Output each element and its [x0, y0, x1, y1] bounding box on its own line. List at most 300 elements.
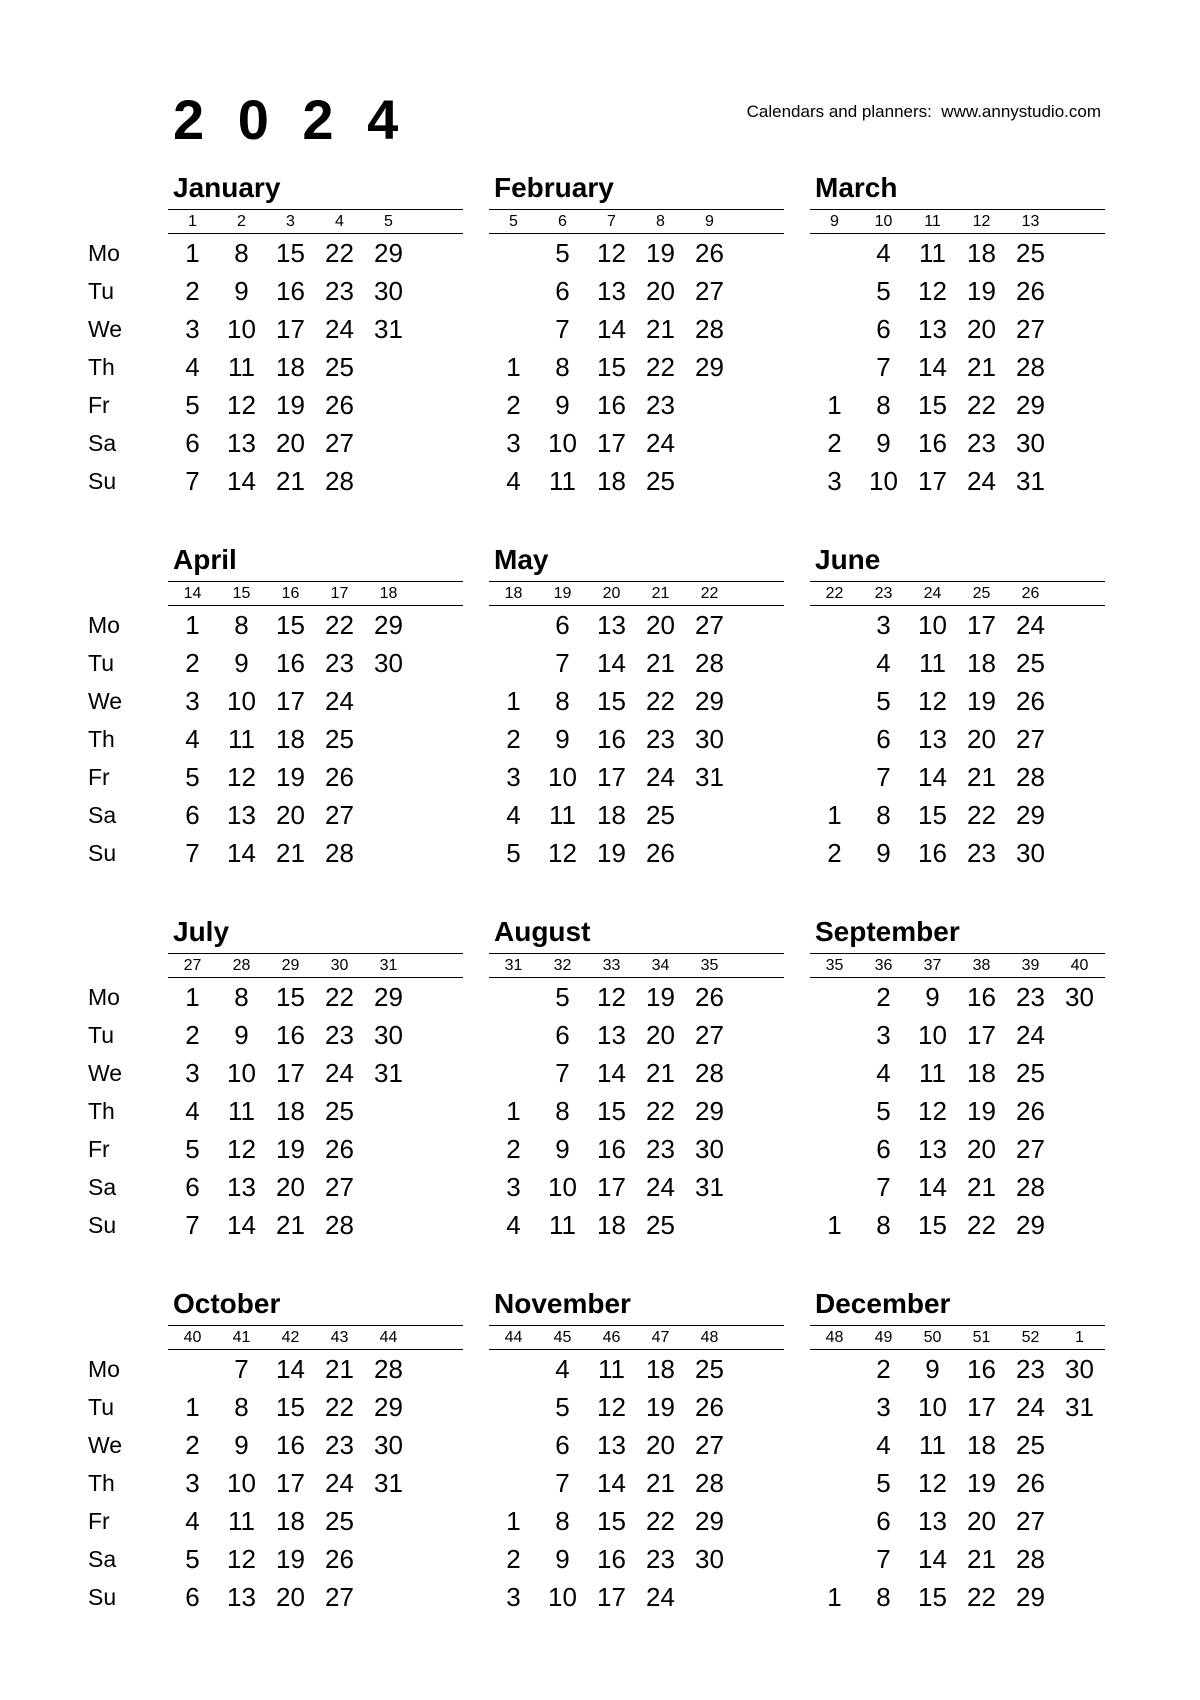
day-cell: 13: [227, 428, 256, 458]
day-cell: 3: [876, 1020, 891, 1050]
day-cell: 26: [646, 838, 675, 868]
day-cell: 26: [1016, 276, 1045, 306]
day-cell: 15: [597, 1506, 626, 1536]
day-cell: 18: [276, 724, 305, 754]
day-cell: 9: [876, 428, 891, 458]
day-cell: 25: [325, 724, 354, 754]
day-cell: 18: [597, 800, 626, 830]
day-cell: 27: [1016, 314, 1045, 344]
day-cell: 19: [967, 276, 996, 306]
day-cell: 1: [506, 1506, 521, 1536]
day-cell: 21: [967, 1172, 996, 1202]
day-cell: 10: [548, 1582, 577, 1612]
day-cell: 16: [597, 390, 626, 420]
day-cell: 19: [276, 1544, 305, 1574]
day-cell: 2: [506, 724, 521, 754]
week-number: 25: [972, 585, 991, 602]
day-cell: 9: [555, 1544, 570, 1574]
day-cell: 20: [276, 428, 305, 458]
day-cell: 21: [646, 1058, 675, 1088]
weekday-label: Su: [88, 1584, 117, 1610]
day-cell: 3: [185, 1058, 200, 1088]
day-cell: 22: [325, 982, 354, 1012]
day-cell: 19: [646, 238, 675, 268]
day-cell: 12: [597, 238, 626, 268]
day-cell: 10: [918, 1020, 947, 1050]
day-cell: 19: [967, 1096, 996, 1126]
day-cell: 14: [918, 1544, 947, 1574]
day-cell: 10: [548, 1172, 577, 1202]
day-cell: 5: [555, 238, 570, 268]
day-cell: 23: [325, 1020, 354, 1050]
day-cell: 5: [185, 390, 200, 420]
day-cell: 20: [646, 610, 675, 640]
month-name: September: [815, 916, 960, 947]
day-cell: 1: [185, 1392, 200, 1422]
day-cell: 18: [597, 1210, 626, 1240]
day-cell: 30: [1065, 982, 1094, 1012]
day-cell: 6: [876, 724, 891, 754]
day-cell: 5: [555, 982, 570, 1012]
weekday-label: Fr: [88, 1136, 110, 1162]
month-name: June: [815, 544, 881, 575]
day-cell: 25: [695, 1354, 724, 1384]
day-cell: 26: [1016, 686, 1045, 716]
day-cell: 6: [555, 276, 570, 306]
day-cell: 29: [374, 1392, 403, 1422]
day-cell: 4: [185, 1096, 200, 1126]
day-cell: 5: [876, 276, 891, 306]
day-cell: 21: [967, 352, 996, 382]
day-cell: 17: [276, 1058, 305, 1088]
week-number: 9: [705, 213, 714, 230]
day-cell: 13: [227, 1172, 256, 1202]
day-cell: 16: [597, 724, 626, 754]
day-cell: 19: [597, 838, 626, 868]
day-cell: 19: [276, 1134, 305, 1164]
day-cell: 23: [967, 428, 996, 458]
day-cell: 6: [185, 428, 200, 458]
day-cell: 4: [185, 724, 200, 754]
day-cell: 17: [276, 314, 305, 344]
day-cell: 19: [646, 982, 675, 1012]
day-cell: 30: [374, 1020, 403, 1050]
day-cell: 1: [185, 610, 200, 640]
week-number: 49: [874, 1329, 893, 1346]
day-cell: 19: [967, 686, 996, 716]
day-cell: 15: [597, 686, 626, 716]
day-cell: 14: [227, 466, 256, 496]
day-cell: 24: [325, 1468, 354, 1498]
day-cell: 9: [555, 724, 570, 754]
day-cell: 29: [695, 352, 724, 382]
week-number: 40: [1070, 957, 1089, 974]
day-cell: 7: [185, 1210, 200, 1240]
day-cell: 10: [918, 1392, 947, 1422]
day-cell: 16: [597, 1544, 626, 1574]
day-cell: 31: [374, 1058, 403, 1088]
week-number: 14: [183, 585, 202, 602]
day-cell: 7: [876, 1544, 891, 1574]
day-cell: 23: [1016, 1354, 1045, 1384]
day-cell: 11: [228, 1096, 255, 1126]
week-number: 39: [1021, 957, 1040, 974]
week-number: 5: [509, 213, 518, 230]
day-cell: 8: [234, 238, 249, 268]
day-cell: 30: [374, 648, 403, 678]
day-cell: 7: [185, 838, 200, 868]
weekday-label: Tu: [88, 1022, 114, 1048]
week-number: 3: [286, 213, 295, 230]
day-cell: 5: [506, 838, 521, 868]
day-cell: 18: [276, 1096, 305, 1126]
day-cell: 8: [234, 1392, 249, 1422]
weekday-label: We: [88, 1060, 123, 1086]
day-cell: 20: [967, 314, 996, 344]
day-cell: 29: [1016, 1210, 1045, 1240]
day-cell: 11: [549, 466, 576, 496]
day-cell: 22: [325, 610, 354, 640]
day-cell: 23: [646, 1544, 675, 1574]
week-number-row: [810, 581, 1105, 606]
day-cell: 26: [695, 1392, 724, 1422]
day-cell: 29: [374, 982, 403, 1012]
day-cell: 13: [597, 1430, 626, 1460]
day-cell: 8: [876, 1210, 891, 1240]
weekday-label: Fr: [88, 764, 110, 790]
month-september: [810, 914, 1105, 1244]
day-cell: 15: [918, 390, 947, 420]
day-cell: 10: [548, 428, 577, 458]
day-cell: 25: [1016, 648, 1045, 678]
day-cell: 8: [555, 686, 570, 716]
day-cell: 30: [695, 1544, 724, 1574]
day-cell: 20: [967, 1506, 996, 1536]
day-cell: 21: [967, 762, 996, 792]
week-number: 4: [335, 213, 344, 230]
day-cell: 1: [506, 1096, 521, 1126]
day-cell: 21: [276, 466, 305, 496]
day-cell: 25: [325, 1506, 354, 1536]
day-cell: 7: [555, 314, 570, 344]
day-cell: 17: [967, 1392, 996, 1422]
week-number: 21: [651, 585, 670, 602]
day-cell: 6: [876, 1506, 891, 1536]
day-cell: 29: [1016, 800, 1045, 830]
day-cell: 14: [597, 648, 626, 678]
day-cell: 28: [325, 1210, 354, 1240]
month-january: [168, 170, 463, 500]
week-number: 32: [553, 957, 572, 974]
day-cell: 30: [1016, 838, 1045, 868]
month-name: August: [494, 916, 591, 947]
day-cell: 17: [276, 1468, 305, 1498]
day-cell: 25: [1016, 1058, 1045, 1088]
weekday-label: Mo: [88, 240, 120, 266]
day-cell: 30: [1065, 1354, 1094, 1384]
day-cell: 22: [646, 352, 675, 382]
weekday-label: Sa: [88, 802, 117, 828]
day-cell: 15: [276, 1392, 305, 1422]
week-number: 19: [553, 585, 572, 602]
day-cell: 13: [597, 610, 626, 640]
day-cell: 18: [276, 352, 305, 382]
week-number: 11: [924, 213, 941, 230]
day-cell: 8: [555, 1506, 570, 1536]
week-number: 12: [972, 213, 991, 230]
day-cell: 21: [325, 1354, 354, 1384]
day-cell: 4: [506, 1210, 521, 1240]
day-cell: 30: [1016, 428, 1045, 458]
month-name: February: [494, 172, 614, 203]
day-cell: 12: [918, 1468, 947, 1498]
week-number: 1: [1075, 1329, 1084, 1346]
day-cell: 9: [925, 1354, 940, 1384]
day-cell: 1: [827, 800, 842, 830]
day-cell: 3: [185, 314, 200, 344]
day-cell: 25: [646, 1210, 675, 1240]
week-number: 48: [700, 1329, 719, 1346]
week-number: 37: [923, 957, 942, 974]
day-cell: 21: [276, 1210, 305, 1240]
day-cell: 28: [374, 1354, 403, 1384]
day-cell: 12: [548, 838, 577, 868]
day-cell: 11: [919, 1430, 946, 1460]
day-cell: 25: [1016, 1430, 1045, 1460]
week-number: 6: [558, 213, 567, 230]
week-number: 43: [330, 1329, 349, 1346]
month-name: November: [494, 1288, 631, 1319]
week-number: 50: [923, 1329, 942, 1346]
day-cell: 23: [325, 648, 354, 678]
day-cell: 11: [919, 648, 946, 678]
day-cell: 14: [918, 352, 947, 382]
day-cell: 11: [228, 1506, 255, 1536]
weekday-label: Su: [88, 468, 117, 494]
day-cell: 14: [276, 1354, 305, 1384]
day-cell: 24: [325, 314, 354, 344]
day-cell: 12: [597, 982, 626, 1012]
day-cell: 24: [646, 1172, 675, 1202]
day-cell: 3: [506, 428, 521, 458]
week-number: 27: [183, 957, 202, 974]
day-cell: 15: [918, 1582, 947, 1612]
day-cell: 6: [555, 1020, 570, 1050]
day-cell: 10: [227, 686, 256, 716]
day-cell: 22: [325, 238, 354, 268]
day-cell: 15: [918, 800, 947, 830]
month-name: March: [815, 172, 898, 203]
day-cell: 19: [276, 390, 305, 420]
day-cell: 24: [1016, 1392, 1045, 1422]
day-cell: 11: [598, 1354, 625, 1384]
day-cell: 11: [919, 238, 946, 268]
day-cell: 22: [967, 1582, 996, 1612]
day-cell: 30: [695, 724, 724, 754]
day-cell: 27: [1016, 1506, 1045, 1536]
day-cell: 20: [276, 1582, 305, 1612]
day-cell: 13: [227, 800, 256, 830]
week-number: 29: [281, 957, 300, 974]
month-june: [810, 542, 1105, 872]
day-cell: 14: [597, 1468, 626, 1498]
week-number-row: [489, 209, 784, 234]
day-cell: 7: [876, 352, 891, 382]
day-cell: 24: [1016, 610, 1045, 640]
day-cell: 20: [276, 800, 305, 830]
day-cell: 28: [695, 1058, 724, 1088]
day-cell: 7: [555, 1058, 570, 1088]
day-cell: 12: [227, 762, 256, 792]
month-may: [489, 542, 784, 872]
week-number: 1: [188, 213, 197, 230]
day-cell: 19: [276, 762, 305, 792]
month-name: May: [494, 544, 549, 575]
week-number: 26: [1021, 585, 1040, 602]
month-november: [489, 1286, 784, 1616]
day-cell: 17: [967, 1020, 996, 1050]
week-number: 46: [602, 1329, 621, 1346]
day-cell: 26: [325, 1544, 354, 1574]
day-cell: 7: [876, 1172, 891, 1202]
weekday-label: Th: [88, 726, 115, 752]
week-number: 9: [830, 213, 839, 230]
day-cell: 4: [506, 800, 521, 830]
day-cell: 7: [555, 1468, 570, 1498]
day-cell: 4: [876, 1430, 891, 1460]
day-cell: 24: [646, 762, 675, 792]
day-cell: 31: [1016, 466, 1045, 496]
day-cell: 20: [276, 1172, 305, 1202]
year-title: 2 0 2 4: [173, 88, 408, 151]
week-number: 22: [700, 585, 719, 602]
day-cell: 5: [185, 1134, 200, 1164]
week-number: 51: [972, 1329, 991, 1346]
day-cell: 14: [597, 1058, 626, 1088]
day-cell: 28: [325, 838, 354, 868]
week-number: 10: [874, 213, 893, 230]
weekday-label: We: [88, 688, 123, 714]
day-cell: 11: [549, 1210, 576, 1240]
day-cell: 26: [695, 238, 724, 268]
day-cell: 15: [276, 982, 305, 1012]
day-cell: 29: [374, 238, 403, 268]
week-number-row: [810, 1325, 1105, 1350]
day-cell: 26: [325, 390, 354, 420]
day-cell: 16: [967, 1354, 996, 1384]
day-cell: 10: [869, 466, 898, 496]
day-cell: 28: [695, 1468, 724, 1498]
week-number: 44: [504, 1329, 523, 1346]
day-cell: 1: [827, 1582, 842, 1612]
day-cell: 21: [646, 1468, 675, 1498]
week-number: 18: [504, 585, 523, 602]
day-cell: 26: [325, 762, 354, 792]
day-cell: 24: [325, 686, 354, 716]
day-cell: 28: [1016, 352, 1045, 382]
day-cell: 6: [876, 314, 891, 344]
day-cell: 27: [1016, 724, 1045, 754]
day-cell: 8: [555, 1096, 570, 1126]
day-cell: 2: [506, 1544, 521, 1574]
day-cell: 2: [876, 1354, 891, 1384]
day-cell: 20: [646, 1430, 675, 1460]
day-cell: 22: [325, 1392, 354, 1422]
weekday-label: Tu: [88, 650, 114, 676]
day-cell: 20: [646, 1020, 675, 1050]
day-cell: 16: [276, 1020, 305, 1050]
month-name: April: [173, 544, 237, 575]
week-number: 42: [281, 1329, 300, 1346]
day-cell: 27: [325, 1172, 354, 1202]
day-cell: 4: [876, 1058, 891, 1088]
day-cell: 12: [918, 686, 947, 716]
day-cell: 8: [876, 390, 891, 420]
day-cell: 12: [227, 390, 256, 420]
day-cell: 4: [185, 1506, 200, 1536]
day-cell: 16: [276, 1430, 305, 1460]
week-number: 47: [651, 1329, 670, 1346]
day-cell: 24: [646, 1582, 675, 1612]
day-cell: 2: [185, 276, 200, 306]
weekday-label: Fr: [88, 1508, 110, 1534]
day-cell: 17: [597, 1172, 626, 1202]
day-cell: 9: [234, 1430, 249, 1460]
day-cell: 10: [227, 314, 256, 344]
day-cell: 15: [276, 238, 305, 268]
day-cell: 8: [234, 610, 249, 640]
day-cell: 3: [876, 1392, 891, 1422]
day-cell: 13: [597, 1020, 626, 1050]
day-cell: 12: [597, 1392, 626, 1422]
day-cell: 10: [548, 762, 577, 792]
week-number: 31: [379, 957, 398, 974]
month-july: [168, 914, 463, 1244]
day-cell: 5: [555, 1392, 570, 1422]
day-cell: 23: [325, 1430, 354, 1460]
weekday-label: Su: [88, 1212, 117, 1238]
day-cell: 25: [1016, 238, 1045, 268]
month-march: [810, 170, 1105, 500]
day-cell: 21: [646, 314, 675, 344]
month-february: [489, 170, 784, 500]
week-number: 35: [825, 957, 844, 974]
day-cell: 5: [185, 762, 200, 792]
week-number: 36: [874, 957, 893, 974]
day-cell: 11: [549, 800, 576, 830]
day-cell: 22: [967, 390, 996, 420]
day-cell: 27: [325, 800, 354, 830]
day-cell: 23: [646, 1134, 675, 1164]
day-cell: 7: [555, 648, 570, 678]
day-cell: 22: [967, 800, 996, 830]
day-cell: 27: [325, 1582, 354, 1612]
day-cell: 22: [646, 1506, 675, 1536]
week-number-row: [810, 209, 1105, 234]
day-cell: 16: [276, 648, 305, 678]
day-cell: 27: [695, 276, 724, 306]
day-cell: 1: [185, 238, 200, 268]
week-number: 2: [237, 213, 246, 230]
weekday-label: Sa: [88, 1174, 117, 1200]
day-cell: 16: [918, 838, 947, 868]
day-cell: 23: [1016, 982, 1045, 1012]
day-cell: 6: [185, 1582, 200, 1612]
day-cell: 2: [876, 982, 891, 1012]
week-number-row: [489, 953, 784, 978]
day-cell: 24: [646, 428, 675, 458]
day-cell: 20: [967, 1134, 996, 1164]
